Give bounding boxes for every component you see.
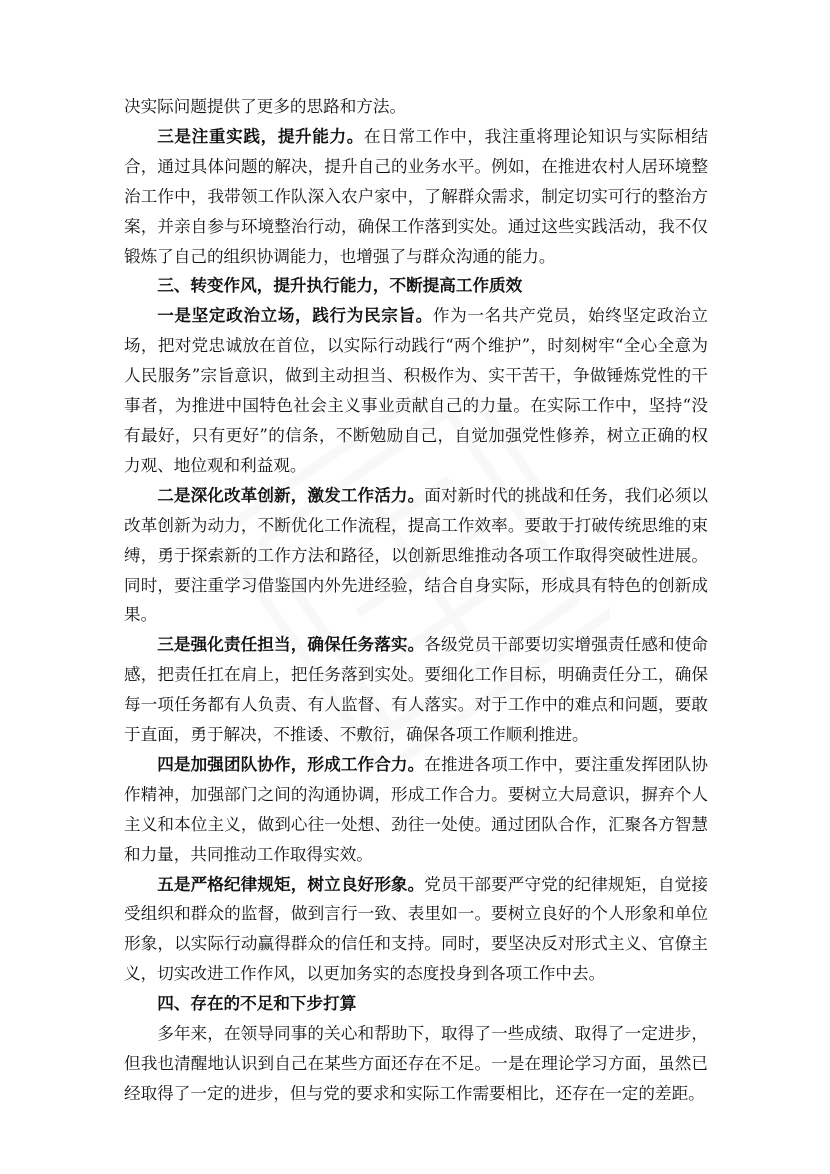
paragraph-lead: 五是严格纪律规矩，树立良好形象。	[157, 873, 425, 894]
paragraph-text: 面对新时代的挑战和任务，我们必须以改革创新为动力，不断优化工作流程，提高工作效率。要敢于打破传统思维的束缚，勇于探索新的工作方法和路径，以创新思维推动各项工作取得突破性进展。同时，要注重学习借鉴国内外先进经验，结合自身实际，形成具有特色的创新成果。	[124, 485, 708, 625]
paragraph-discipline	[124, 870, 708, 990]
document-body	[124, 92, 708, 1109]
paragraph-lead: 四是加强团队协作，形成工作合力。	[157, 753, 425, 774]
paragraph-responsibility	[124, 630, 708, 750]
section-heading-4: 四、存在的不足和下步打算	[157, 993, 357, 1014]
paragraph-text: 在推进各项工作中，要注重发挥团队协作精神，加强部门之间的沟通协调，形成工作合力。要树立大局意识，摒弃个人主义和本位主义，做到心往一处想、劲往一处使。通过团队合作，汇聚各方智慧和力量，共同推动工作取得实效。	[124, 754, 708, 864]
paragraph-lead: 一是坚定政治立场，践行为民宗旨。	[157, 305, 433, 326]
paragraph-political-stance	[124, 301, 708, 480]
paragraph-text: 作为一名共产党员，始终坚定政治立场，把对党忠诚放在首位，以实际行动践行“两个维护”，时刻树牢“全心全意为人民服务”宗旨意识，做到主动担当、积极作为、实干苦干，争做锤炼党性的干事者，为推进中国特色社会主义事业贡献自己的力量。在实际工作中，坚持“没有最好，只有更好”的信条，不断勉励自己，自觉加强党性修养，树立正确的权力观、地位观和利益观。	[124, 306, 709, 475]
paragraph-practice	[124, 122, 708, 272]
paragraph-text: 各级党员干部要切实增强责任感和使命感，把责任扛在肩上，把任务落到实处。要细化工作目标，明确责任分工，确保每一项任务都有人负责、有人监督、有人落实。对于工作中的难点和问题，要敢于直面，勇于解决，不推诿、不敷衍，确保各项工作顺利推进。	[124, 635, 708, 745]
paragraph-text: 党员干部要严守党的纪律规矩，自觉接受组织和群众的监督，做到言行一致、表里如一。要树立良好的个人形象和单位形象，以实际行动赢得群众的信任和支持。同时，要坚决反对形式主义、官僚主义，切实改进工作作风，以更加务实的态度投身到各项工作中去。	[124, 874, 708, 984]
paragraph-teamwork	[124, 750, 708, 870]
paragraph-lead: 三是注重实践，提升能力。	[157, 125, 364, 146]
paragraph-text: 多年来，在领导同事的关心和帮助下，取得了一些成绩、取得了一定进步，但我也清醒地认识到自己在某些方面还存在不足。一是在理论学习方面，虽然已经取得了一定的进步，但与党的要求和实际工作需要相比，还存在一定的差距。	[124, 1024, 708, 1103]
paragraph-reform	[124, 481, 708, 631]
paragraph-shortcomings	[124, 1019, 708, 1109]
section-heading-3: 三、转变作风，提升执行能力，不断提高工作质效	[157, 275, 523, 296]
paragraph-lead: 二是深化改革创新，激发工作活力。	[157, 484, 425, 505]
paragraph-text: 在日常工作中，我注重将理论知识与实际相结合，通过具体问题的解决，提升自己的业务水平。例如，在推进农村人居环境整治工作中，我带领工作队深入农户家中，了解群众需求，制定切实可行的整治方案，并亲自参与环境整治行动，确保工作落到实处。通过这些实践活动，我不仅锻炼了自己的组织协调能力，也增强了与群众沟通的能力。	[124, 126, 709, 266]
paragraph-continuation: 决实际问题提供了更多的思路和方法。	[124, 97, 407, 116]
paragraph-lead: 三是强化责任担当，确保任务落实。	[157, 634, 425, 655]
